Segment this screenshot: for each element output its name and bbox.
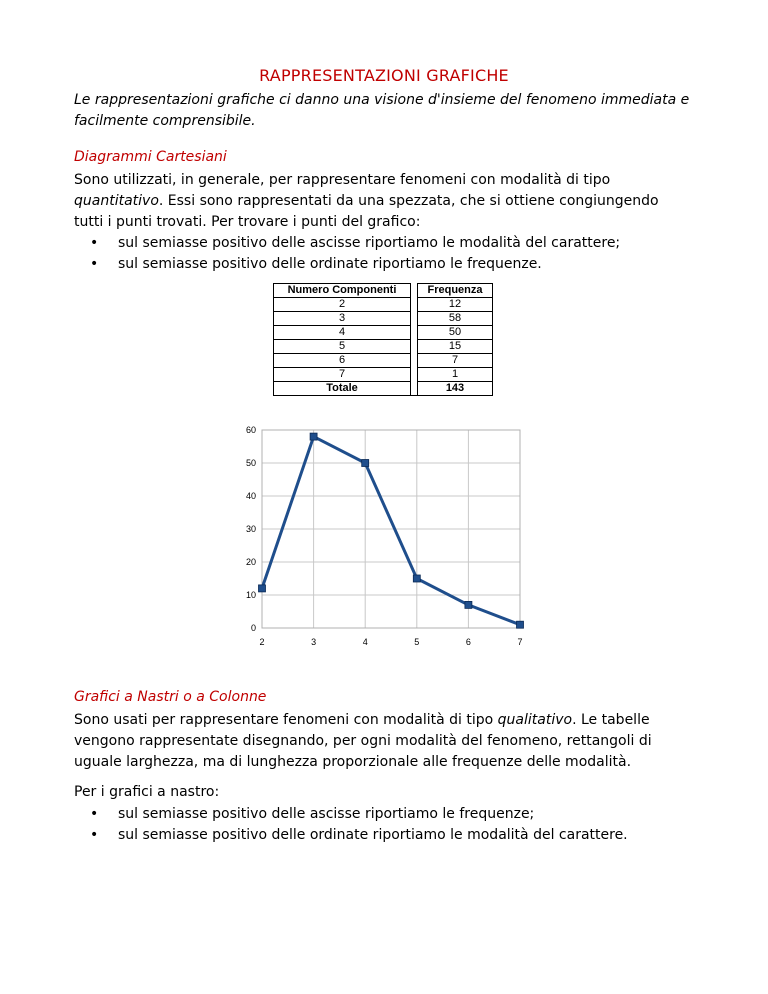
x-tick-label: 5 bbox=[414, 637, 420, 647]
series-line bbox=[262, 437, 520, 625]
list-item-text: sul semiasse positivo delle ascisse riportiamo le modalità del carattere; bbox=[118, 235, 621, 251]
data-point-marker bbox=[362, 460, 369, 467]
intro-line: facilmente comprensibile. bbox=[74, 113, 256, 129]
page-title: RAPPRESENTAZIONI GRAFICHE bbox=[259, 66, 509, 85]
list-item bbox=[74, 804, 714, 825]
table-cell: 2 bbox=[274, 298, 411, 312]
table-row bbox=[274, 368, 493, 382]
table-cell: 50 bbox=[418, 326, 493, 340]
data-point-marker bbox=[413, 575, 420, 582]
table-header-row bbox=[274, 284, 493, 298]
table-cell: 3 bbox=[274, 312, 411, 326]
paragraph-text: . Essi sono rappresentati da una spezzata, che si ottiene congiungendo bbox=[158, 193, 659, 209]
paragraph-text: . Le tabelle bbox=[572, 712, 650, 728]
y-tick-label: 30 bbox=[245, 524, 256, 534]
x-tick-label: 7 bbox=[517, 637, 523, 647]
section2-paragraph-2: Per i grafici a nastro: bbox=[74, 784, 220, 800]
list-item-text: sul semiasse positivo delle ordinate riportiamo le frequenze. bbox=[118, 256, 542, 272]
table-total-row bbox=[274, 382, 493, 396]
table-cell: 7 bbox=[274, 368, 411, 382]
paragraph-text: Sono usati per rappresentare fenomeni con modalità di tipo bbox=[74, 712, 498, 728]
table-cell: 5 bbox=[274, 340, 411, 354]
column-header: Numero Componenti bbox=[274, 284, 411, 298]
list-item-text: sul semiasse positivo delle ordinate riportiamo le modalità del carattere. bbox=[118, 827, 628, 843]
table-cell: 6 bbox=[274, 354, 411, 368]
section2-paragraph bbox=[74, 710, 714, 773]
section2-bullet-list bbox=[74, 804, 714, 846]
list-item bbox=[74, 254, 714, 275]
paragraph-line bbox=[74, 710, 714, 731]
column-gap bbox=[411, 382, 418, 396]
column-gap bbox=[411, 340, 418, 354]
bullet-icon: • bbox=[90, 806, 99, 822]
y-tick-label: 10 bbox=[245, 590, 256, 600]
y-tick-label: 50 bbox=[245, 458, 256, 468]
column-gap bbox=[411, 284, 418, 298]
x-tick-label: 6 bbox=[465, 637, 471, 647]
frequency-line-chart bbox=[232, 420, 532, 660]
section-heading-grafici: Grafici a Nastri o a Colonne bbox=[74, 689, 267, 705]
column-header: Frequenza bbox=[418, 284, 493, 298]
bullet-icon: • bbox=[90, 827, 99, 843]
table-cell: 15 bbox=[418, 340, 493, 354]
table-row bbox=[274, 340, 493, 354]
table-cell: 7 bbox=[418, 354, 493, 368]
column-gap bbox=[411, 298, 418, 312]
list-item-text: sul semiasse positivo delle ascisse riportiamo le frequenze; bbox=[118, 806, 535, 822]
intro-line: Le rappresentazioni grafiche ci danno una visione d'insieme del fenomeno immediata e bbox=[74, 92, 690, 108]
table-row bbox=[274, 298, 493, 312]
section-heading-diagrammi: Diagrammi Cartesiani bbox=[74, 149, 227, 165]
list-item bbox=[74, 233, 714, 254]
table-cell: 4 bbox=[274, 326, 411, 340]
bullet-icon: • bbox=[90, 235, 99, 251]
paragraph-line: vengono rappresentate disegnando, per ogni modalità del fenomeno, rettangoli di bbox=[74, 733, 652, 749]
list-item bbox=[74, 825, 714, 846]
table-row bbox=[274, 354, 493, 368]
column-gap bbox=[411, 368, 418, 382]
column-gap bbox=[411, 326, 418, 340]
table-cell: 58 bbox=[418, 312, 493, 326]
table-cell: 12 bbox=[418, 298, 493, 312]
data-point-marker bbox=[259, 585, 266, 592]
x-tick-label: 3 bbox=[311, 637, 317, 647]
table-cell: 1 bbox=[418, 368, 493, 382]
data-point-marker bbox=[310, 433, 317, 440]
column-gap bbox=[411, 354, 418, 368]
paragraph-line: Sono utilizzati, in generale, per rappresentare fenomeni con modalità di tipo bbox=[74, 172, 611, 188]
y-tick-label: 20 bbox=[245, 557, 256, 567]
data-point-marker bbox=[465, 601, 472, 608]
paragraph-line: tutti i punti trovati. Per trovare i punti del grafico: bbox=[74, 214, 421, 230]
table-row bbox=[274, 326, 493, 340]
y-tick-label: 40 bbox=[245, 491, 256, 501]
section1-bullet-list bbox=[74, 233, 714, 275]
intro-paragraph bbox=[74, 90, 714, 132]
data-point-marker bbox=[517, 621, 524, 628]
y-tick-label: 0 bbox=[250, 623, 256, 633]
paragraph-line bbox=[74, 191, 714, 212]
paragraph-line: uguale larghezza, ma di lunghezza proporzionale alle frequenze delle modalità. bbox=[74, 754, 632, 770]
table-row bbox=[274, 312, 493, 326]
total-value: 143 bbox=[418, 382, 493, 396]
bullet-icon: • bbox=[90, 256, 99, 272]
y-tick-label: 60 bbox=[245, 425, 256, 435]
frequency-table bbox=[273, 283, 493, 396]
x-tick-label: 2 bbox=[259, 637, 265, 647]
emphasis-text: qualitativo bbox=[497, 712, 573, 728]
total-label: Totale bbox=[274, 382, 411, 396]
column-gap bbox=[411, 312, 418, 326]
emphasis-text: quantitativo bbox=[74, 193, 159, 209]
x-tick-label: 4 bbox=[362, 637, 368, 647]
section1-paragraph bbox=[74, 170, 714, 233]
